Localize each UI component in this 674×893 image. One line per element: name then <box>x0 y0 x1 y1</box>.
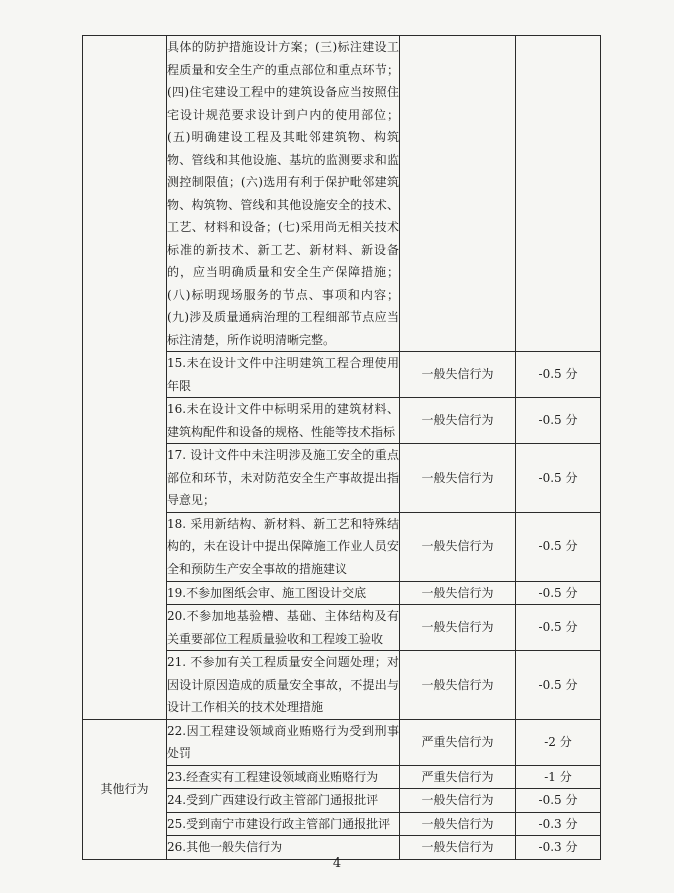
item-type: 严重失信行为 <box>400 719 516 765</box>
item-type: 一般失信行为 <box>400 812 516 836</box>
item-score: -0.5 分 <box>516 789 601 813</box>
item-type: 一般失信行为 <box>400 836 516 860</box>
table-row <box>83 36 601 352</box>
category-cell <box>83 36 167 720</box>
item-score: -0.5 分 <box>516 512 601 581</box>
category-other: 其他行为 <box>83 719 167 859</box>
item-desc: 24.受到广西建设行政主管部门通报批评 <box>167 789 400 813</box>
item-type: 一般失信行为 <box>400 512 516 581</box>
item-score: -2 分 <box>516 719 601 765</box>
requirement-text: 具体的防护措施设计方案；(三)标注建设工程质量和安全生产的重点部位和重点环节；(四)住宅建设工程中的建筑设备应当按照住宅设计规范要求设计到户内的使用部位；(五)明确建设工程及其毗邻建筑物、构筑物、管线和其他设施、基坑的监测要求和监测控制限值；(六)选用有利于保护毗邻建筑物、构筑物、管线和其他设施安全的技术、工艺、材料和设备；(七)采用尚无相关技术标准的新技术、新工艺、新材料、新设备的，应当明确质量和安全生产保障措施；(八)标明现场服务的节点、事项和内容；(九)涉及质量通病治理的工程细部节点应当标注清楚，所作说明清晰完整。 <box>167 36 400 352</box>
item-type: 一般失信行为 <box>400 444 516 513</box>
item-desc: 17. 设计文件中未注明涉及施工安全的重点部位和环节，未对防范安全生产事故提出指导意见； <box>167 444 400 513</box>
item-score: -0.5 分 <box>516 605 601 651</box>
item-score: -0.5 分 <box>516 444 601 513</box>
item-desc: 16.未在设计文件中标明采用的建筑材料、建筑构配件和设备的规格、性能等技术指标 <box>167 398 400 444</box>
item-type: 一般失信行为 <box>400 651 516 720</box>
item-score: -0.5 分 <box>516 581 601 605</box>
item-desc: 26.其他一般失信行为 <box>167 836 400 860</box>
item-type: 一般失信行为 <box>400 398 516 444</box>
type-cell <box>400 36 516 352</box>
page-number: 4 <box>332 856 342 871</box>
item-type: 一般失信行为 <box>400 789 516 813</box>
item-desc: 23.经查实有工程建设领域商业贿赂行为 <box>167 765 400 789</box>
score-cell <box>516 36 601 352</box>
item-type: 一般失信行为 <box>400 352 516 398</box>
item-desc: 20.不参加地基验槽、基础、主体结构及有关重要部位工程质量验收和工程竣工验收 <box>167 605 400 651</box>
item-score: -1 分 <box>516 765 601 789</box>
item-score: -0.5 分 <box>516 651 601 720</box>
item-desc: 21. 不参加有关工程质量安全问题处理；对因设计原因造成的质量安全事故，不提出与设计工作相关的技术处理措施 <box>167 651 400 720</box>
item-score: -0.3 分 <box>516 812 601 836</box>
item-score: -0.5 分 <box>516 352 601 398</box>
item-score: -0.5 分 <box>516 398 601 444</box>
credit-evaluation-table <box>82 35 601 860</box>
item-desc: 25.受到南宁市建设行政主管部门通报批评 <box>167 812 400 836</box>
item-score: -0.3 分 <box>516 836 601 860</box>
item-desc: 15.未在设计文件中注明建筑工程合理使用年限 <box>167 352 400 398</box>
item-desc: 19.不参加图纸会审、施工图设计交底 <box>167 581 400 605</box>
item-desc: 18. 采用新结构、新材料、新工艺和特殊结构的，未在设计中提出保障施工作业人员安全和预防生产安全事故的措施建议 <box>167 512 400 581</box>
table-row <box>83 719 601 765</box>
item-type: 一般失信行为 <box>400 581 516 605</box>
item-type: 一般失信行为 <box>400 605 516 651</box>
item-desc: 22.因工程建设领域商业贿赂行为受到刑事处罚 <box>167 719 400 765</box>
item-type: 严重失信行为 <box>400 765 516 789</box>
